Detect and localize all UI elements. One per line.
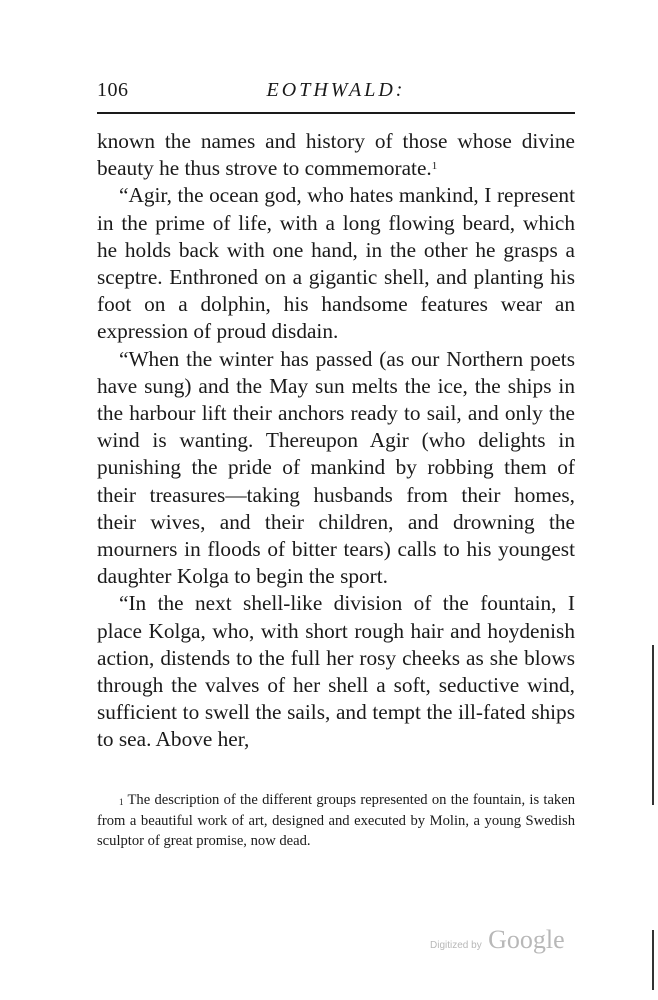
- paragraph-text: known the names and history of those whose divine beauty he thus strove to commemorate.: [97, 129, 575, 181]
- footnote-reference[interactable]: 1: [431, 160, 438, 173]
- scan-edge-mark: [652, 645, 654, 805]
- footnote: [97, 790, 575, 852]
- footnote-text: The description of the different groups represented on the fountain, is taken from a beautiful work of art, designed and executed by Molin, a young Swedish sculptor of great promise, now dead.: [97, 792, 575, 849]
- scan-edge-mark: [652, 930, 654, 990]
- paragraph-winter: “When the winter has passed (as our Northern poets have sung) and the May sun melts the ice, the ships in the harbour lift their anchors ready to sail, and only the wind is wanting. Thereupon Agir (who delights in punishing the pride of mankind by robbing them of their treasures—taking husbands from their homes, their wives, and their children, and drowning the mourners in floods of bitter tears) calls to his youngest daughter Kolga to begin the sport.: [97, 346, 575, 589]
- paragraph-kolga: “In the next shell-like division of the fountain, I place Kolga, who, with short rough hair and hoydenish action, distends to the full her rosy cheeks as she blows through the valves of her shell a soft, seductive wind, sufficient to swell the sails, and tempt the ill-fated ships to sea. Above her,: [97, 591, 575, 752]
- watermark-prefix: Digitized by: [430, 940, 482, 951]
- body-text: [97, 128, 575, 754]
- header-rule: [97, 112, 575, 114]
- paragraph-agir: “Agir, the ocean god, who hates mankind, I represent in the prime of life, with a long flowing beard, which he holds back with one hand, in the other he grasps a sceptre. Enthroned on a gigantic shell, and planting his foot on a dolphin, his handsome features wear an expression of proud disdain.: [97, 183, 575, 344]
- page-number: 106: [97, 79, 129, 101]
- page-header: [97, 79, 575, 103]
- running-head: EOTHWALD:: [266, 79, 406, 101]
- google-logo: Google: [488, 925, 565, 954]
- footnote-marker: 1: [119, 797, 124, 807]
- paragraph-continued: [97, 128, 575, 182]
- digitized-watermark: [430, 925, 565, 955]
